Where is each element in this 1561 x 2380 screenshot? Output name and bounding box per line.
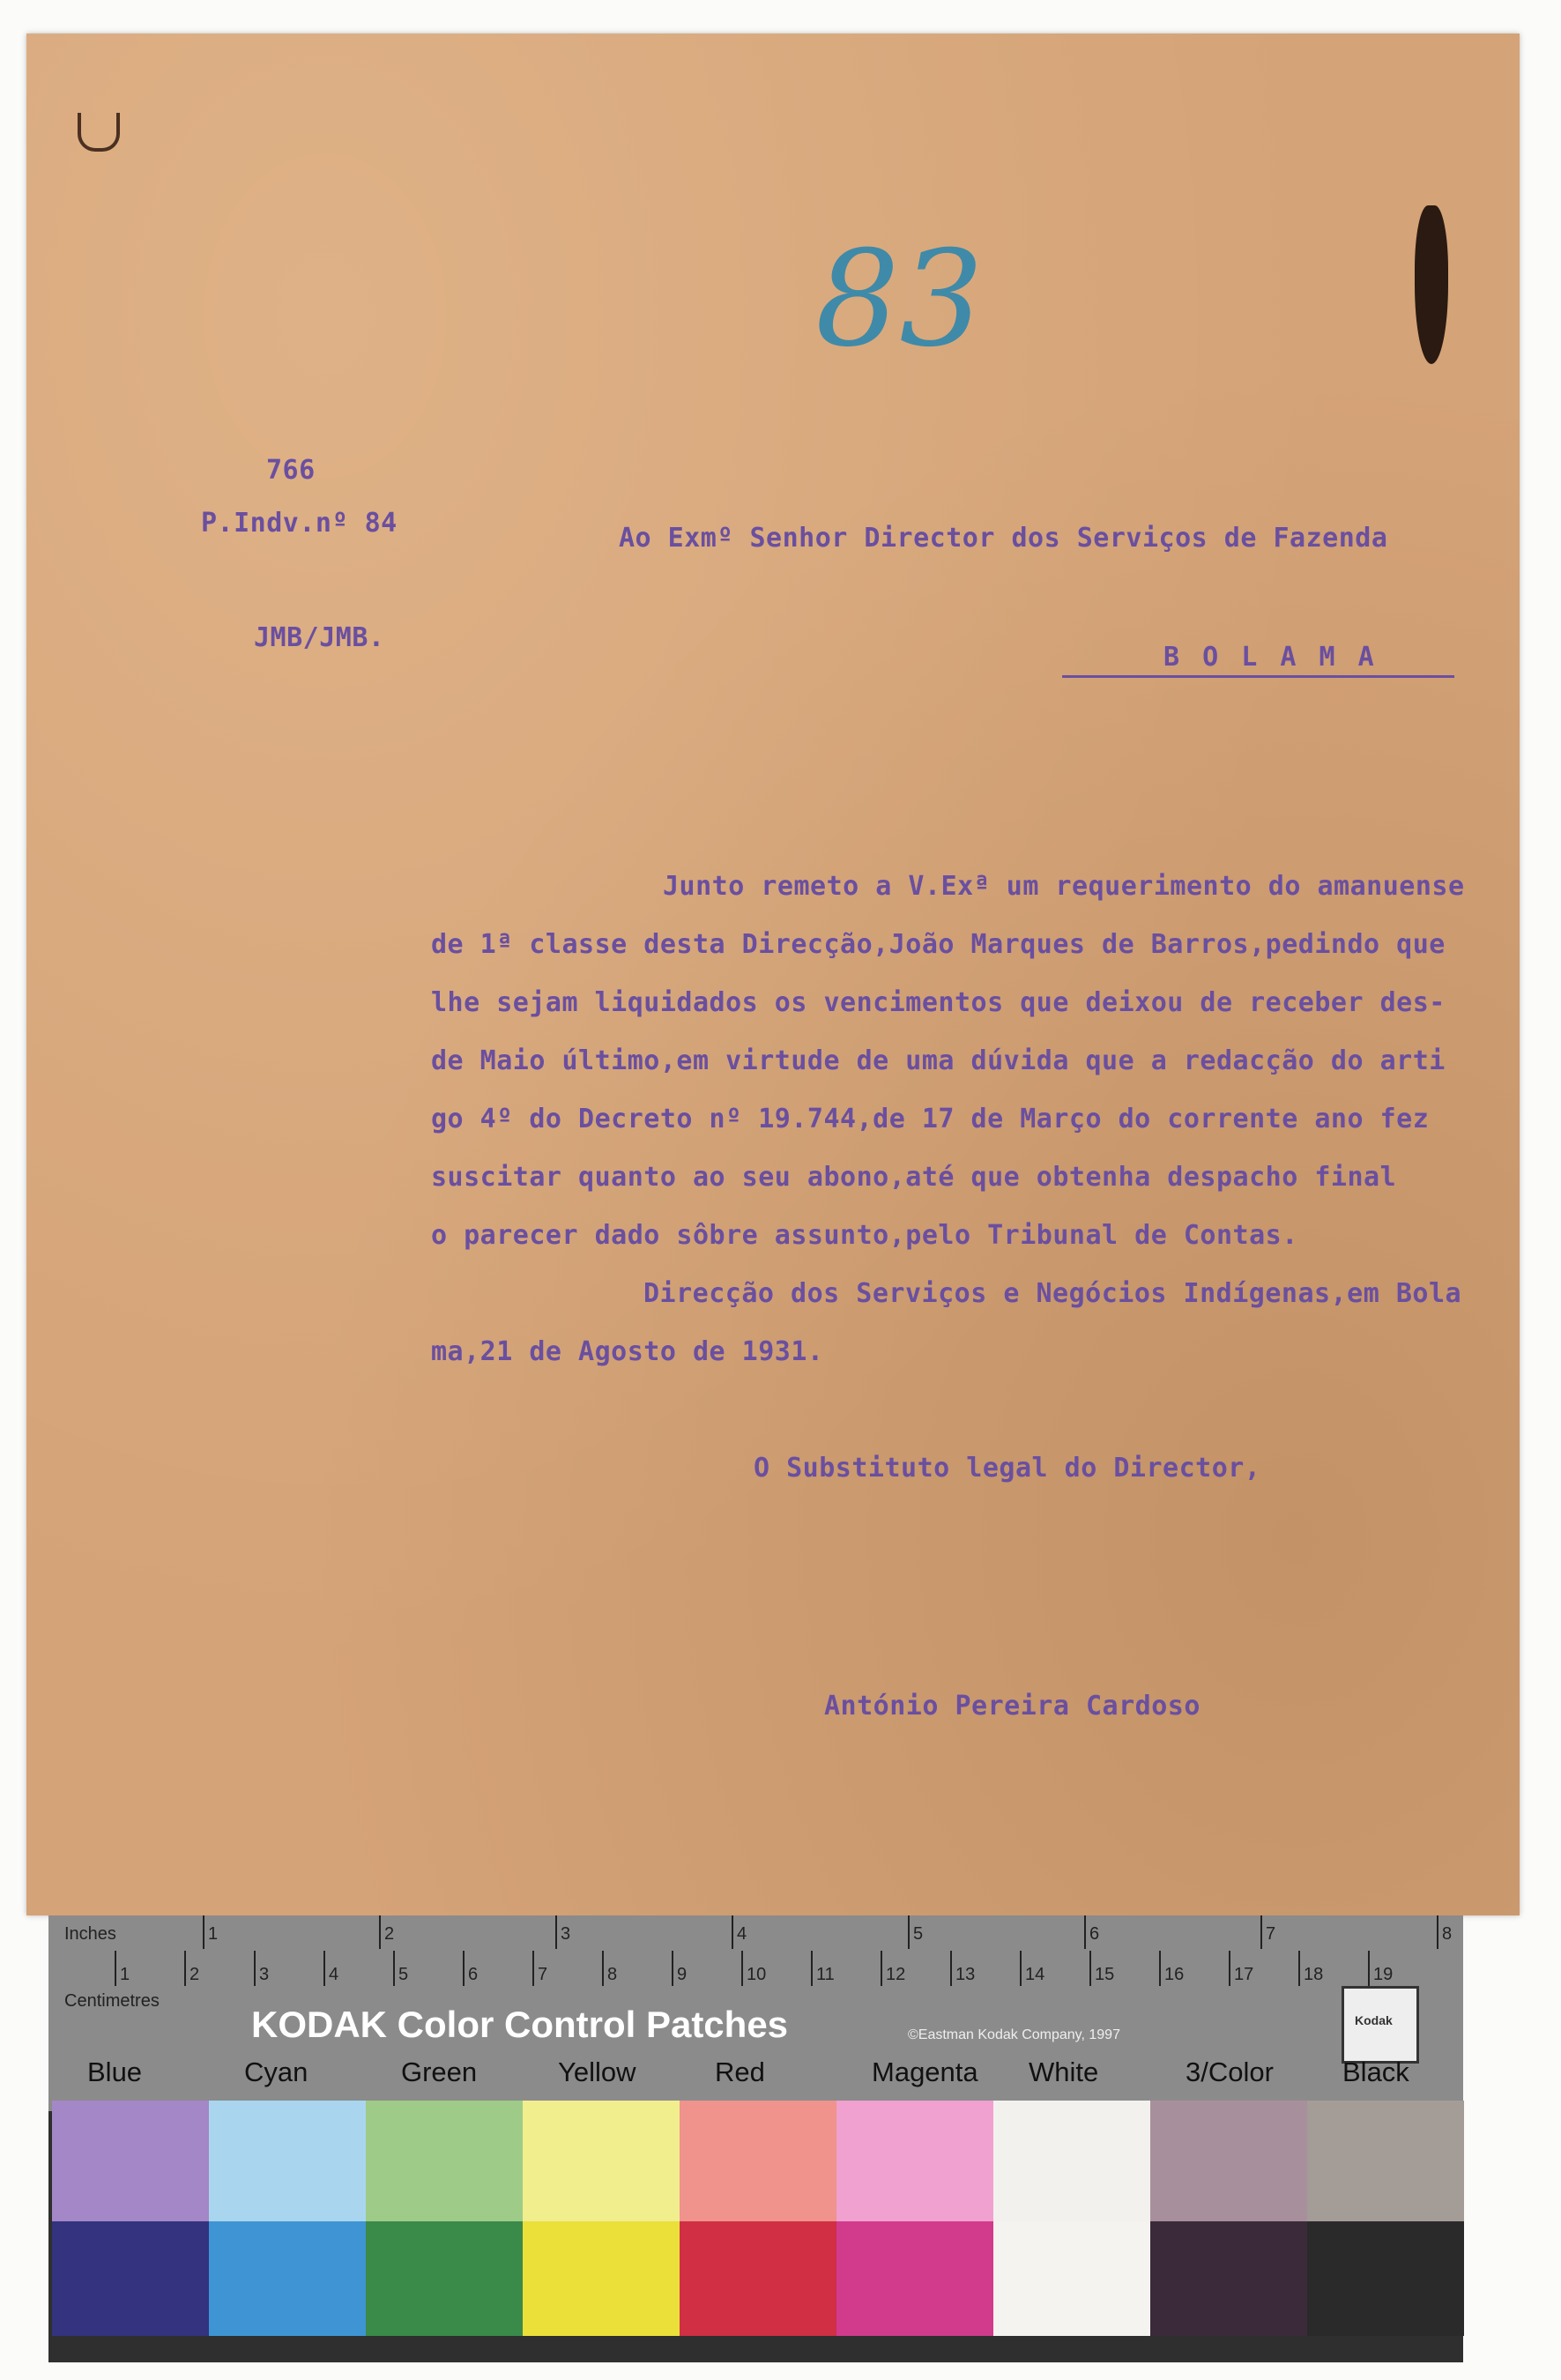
swatch-label: Magenta [872, 2056, 978, 2087]
inch-tick [1260, 1915, 1262, 1949]
inch-tick [555, 1915, 557, 1949]
cm-number: 19 [1373, 1965, 1394, 1984]
body-line-9: ma,21 de Agosto de 1931. [431, 1336, 824, 1367]
cm-number: 15 [1095, 1965, 1115, 1984]
inch-number: 3 [561, 1924, 571, 1944]
cm-tick [811, 1951, 813, 1986]
inch-tick [203, 1915, 204, 1949]
color-patch-top [209, 2101, 366, 2221]
inches-label: Inches [64, 1924, 116, 1944]
cm-tick [184, 1951, 186, 1986]
color-patch-top [523, 2101, 680, 2221]
inch-tick [379, 1915, 381, 1949]
cm-tick [602, 1951, 604, 1986]
swatch-label: Yellow [558, 2056, 636, 2087]
color-patch-bottom [52, 2221, 209, 2336]
body-line-4: de Maio último,em virtude de uma dúvida que a redacção do arti [431, 1045, 1446, 1076]
inch-number: 1 [208, 1924, 219, 1944]
cm-tick [1298, 1951, 1300, 1986]
ink-blot [1415, 205, 1448, 364]
city: B O L A M A [1163, 642, 1378, 673]
cm-number: 6 [468, 1965, 479, 1984]
color-patch-top [1150, 2101, 1307, 2221]
cm-tick [1159, 1951, 1161, 1986]
color-patch-bottom [366, 2221, 523, 2336]
cm-number: 18 [1304, 1965, 1324, 1984]
signatory-name: António Pereira Cardoso [824, 1691, 1200, 1722]
cm-tick [1020, 1951, 1022, 1986]
swatch-label: White [1029, 2056, 1099, 2087]
cm-number: 4 [329, 1965, 339, 1984]
cm-number: 2 [190, 1965, 200, 1984]
color-patch-bottom [836, 2221, 993, 2336]
body-line-2: de 1ª classe desta Direcção,João Marques de Barros,pedindo que [431, 929, 1446, 960]
cm-tick [741, 1951, 743, 1986]
body-line-5: go 4º do Decreto nº 19.744,de 17 de Março do corrente ano fez [431, 1104, 1430, 1134]
swatch-label: Cyan [244, 2056, 308, 2087]
inch-number: 4 [737, 1924, 747, 1944]
cm-number: 10 [747, 1965, 767, 1984]
cm-number: 1 [120, 1965, 130, 1984]
body-line-3: lhe sejam liquidados os vencimentos que deixou de receber des- [431, 987, 1446, 1018]
inch-tick [1437, 1915, 1438, 1949]
cm-number: 8 [607, 1965, 618, 1984]
cm-tick [1229, 1951, 1230, 1986]
city-underline [1062, 675, 1454, 678]
inch-number: 7 [1266, 1924, 1276, 1944]
color-patch-top [836, 2101, 993, 2221]
centimetres-label: Centimetres [64, 1991, 160, 2011]
inch-number: 5 [913, 1924, 924, 1944]
closing-line: O Substituto legal do Director, [754, 1453, 1261, 1484]
cm-number: 3 [259, 1965, 270, 1984]
color-patch-bottom [993, 2221, 1150, 2336]
inch-number: 8 [1442, 1924, 1453, 1944]
cm-tick [881, 1951, 882, 1986]
kodak-logo-text: Kodak [1355, 2013, 1393, 2027]
swatch-label: Black [1342, 2056, 1409, 2087]
cm-tick [950, 1951, 952, 1986]
cm-tick [323, 1951, 325, 1986]
corner-mark [78, 113, 120, 152]
inch-tick [908, 1915, 910, 1949]
process-number: P.Indv.nº 84 [201, 508, 398, 539]
cm-tick [1089, 1951, 1091, 1986]
inch-tick [732, 1915, 733, 1949]
swatch-label: Blue [87, 2056, 143, 2087]
cm-number: 14 [1025, 1965, 1045, 1984]
inch-number: 6 [1089, 1924, 1100, 1944]
kodak-logo [1342, 1986, 1419, 2064]
cm-tick [115, 1951, 116, 1986]
color-patch-bottom [1150, 2221, 1307, 2336]
swatch-label: 3/Color [1186, 2056, 1274, 2087]
cm-number: 7 [538, 1965, 548, 1984]
color-patch-bottom [680, 2221, 836, 2336]
inch-number: 2 [384, 1924, 395, 1944]
cm-tick [463, 1951, 465, 1986]
color-patch-bottom [209, 2221, 366, 2336]
initials: JMB/JMB. [254, 622, 385, 653]
kodak-color-target [48, 1915, 1463, 2362]
body-line-7: o parecer dado sôbre assunto,pelo Tribunal de Contas. [431, 1220, 1298, 1251]
cm-number: 16 [1164, 1965, 1185, 1984]
color-patch-top [52, 2101, 209, 2221]
cm-tick [1368, 1951, 1370, 1986]
color-patch-top [680, 2101, 836, 2221]
color-patch-top [1307, 2101, 1464, 2221]
handwritten-page-number: 83 [815, 223, 984, 376]
addressee: Ao Exmº Senhor Director dos Serviços de Fazenda [619, 523, 1388, 554]
cm-number: 17 [1234, 1965, 1254, 1984]
swatch-label: Green [401, 2056, 478, 2087]
color-patch-top [366, 2101, 523, 2221]
inch-tick [1084, 1915, 1086, 1949]
cm-tick [672, 1951, 673, 1986]
cm-tick [254, 1951, 256, 1986]
color-patch-bottom [1307, 2221, 1464, 2336]
cm-number: 11 [816, 1965, 835, 1984]
body-line-6: suscitar quanto ao seu abono,até que obtenha despacho final [431, 1162, 1397, 1193]
cm-number: 13 [955, 1965, 976, 1984]
reference-number: 766 [266, 455, 316, 486]
cm-number: 9 [677, 1965, 688, 1984]
cm-number: 5 [398, 1965, 409, 1984]
cm-tick [532, 1951, 534, 1986]
cm-tick [393, 1951, 395, 1986]
color-patch-bottom [523, 2221, 680, 2336]
swatch-label: Red [715, 2056, 765, 2087]
color-patch-top [993, 2101, 1150, 2221]
target-title: KODAK Color Control Patches [251, 2004, 789, 2045]
body-line-8: Direcção dos Serviços e Negócios Indígenas,em Bola [643, 1278, 1462, 1309]
copyright-note: ©Eastman Kodak Company, 1997 [908, 2027, 1120, 2042]
document-page [26, 33, 1520, 1915]
cm-number: 12 [886, 1965, 906, 1984]
body-line-1: Junto remeto a V.Exª um requerimento do amanuense [663, 871, 1465, 902]
